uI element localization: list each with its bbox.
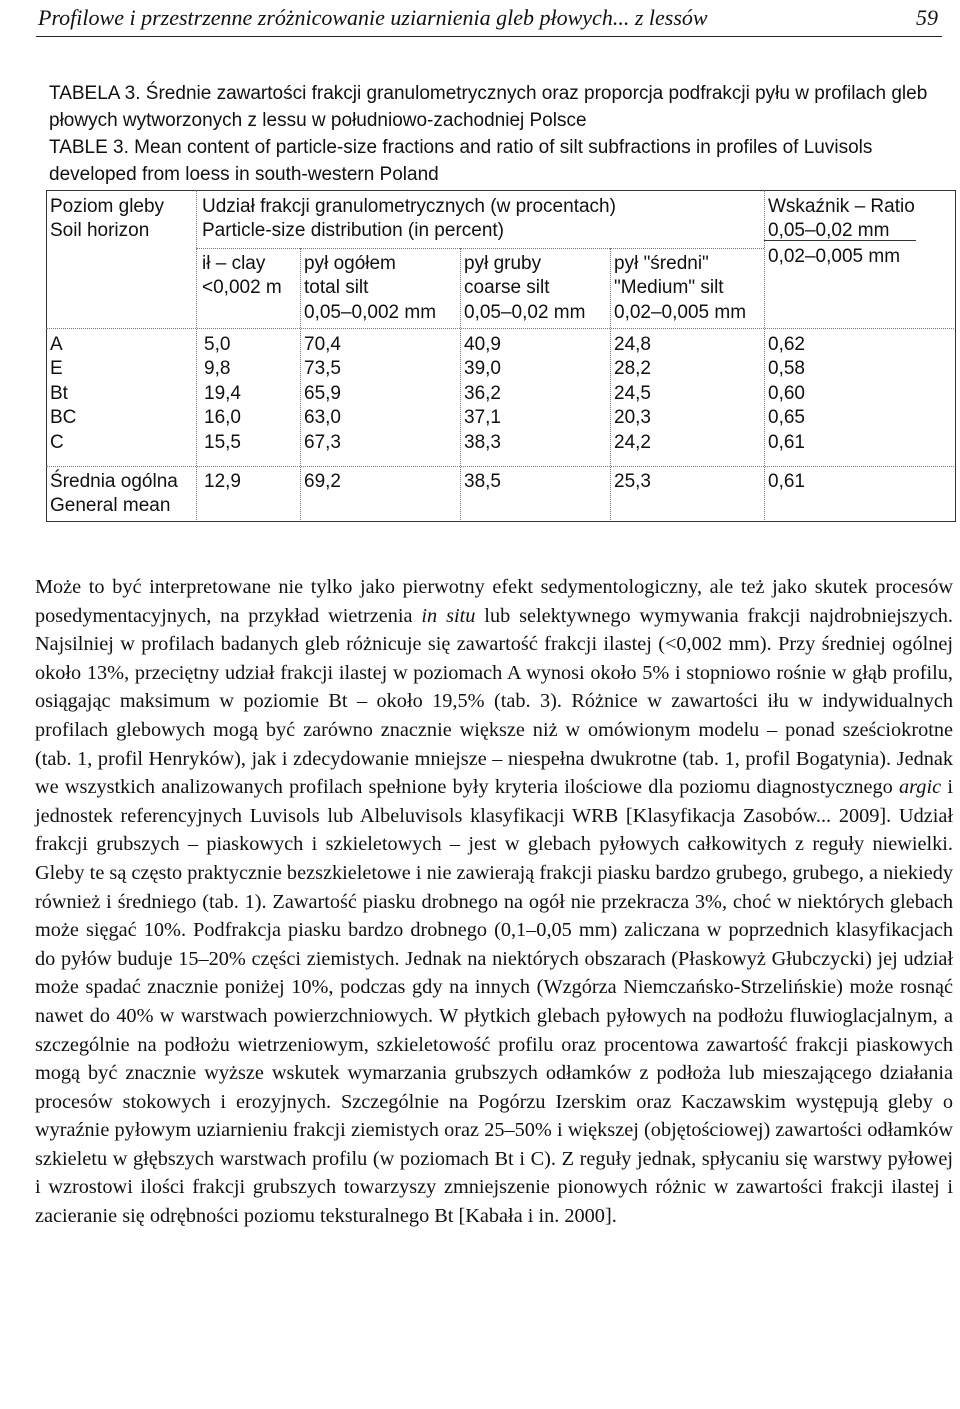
header-total-silt-pl: pył ogółem	[304, 253, 396, 274]
cell-horizon: C	[50, 432, 64, 453]
header-total-silt-en: total silt	[304, 277, 369, 298]
cell-ratio: 0,58	[768, 358, 805, 379]
header-distribution-pl: Udział frakcji granulometrycznych (w procentach)	[202, 196, 616, 217]
cell-medium-silt: 24,2	[614, 432, 651, 453]
header-clay-size: <0,002 m	[202, 277, 282, 298]
header-ratio-numerator: 0,05–0,02 mm	[768, 220, 890, 241]
header-horizon-en: Soil horizon	[50, 220, 150, 241]
cell-total-silt: 63,0	[304, 407, 341, 428]
mean-divider	[46, 466, 954, 467]
body-text-run: Może to być interpretowane nie tylko jako pierwotny efekt sedymentologiczny, ale też jako skutek procesów posedymentacyjnych, na przykład wietrzenia	[35, 576, 953, 627]
running-header	[38, 4, 938, 32]
data-table	[46, 190, 956, 522]
cell-ratio: 0,65	[768, 407, 805, 428]
body-text	[35, 573, 953, 1231]
header-horizon-pl: Poziom gleby	[50, 196, 165, 217]
running-header-title: Profilowe i przestrzenne zróżnicowanie uziarnienia gleb płowych... z lessów	[38, 5, 708, 30]
cell-ratio: 0,60	[768, 383, 805, 404]
page-number: 59	[916, 5, 938, 30]
table-caption-pl: TABELA 3. Średnie zawartości frakcji granulometrycznych oraz proporcja podfrakcji pyłu w profilach gleb płowych wytworzonych z lessu w południowo-zachodniej Polsce	[49, 83, 928, 131]
cell-coarse-silt: 40,9	[464, 334, 501, 355]
cell-horizon: General mean	[50, 495, 171, 516]
cell-clay: 19,4	[204, 383, 241, 404]
cell-ratio: 0,61	[768, 471, 805, 492]
cell-horizon: Średnia ogólna	[50, 471, 178, 492]
body-text-run: i jednostek referencyjnych Luvisols lub Albeluvisols klasyfikacji WRB [Klasyfikacja Zasobów... 2009]. Udział frakcji grubszych – piaskowych i szkieletowych – jest w glebach pyłowych całkowitych z reguły niewielki. Gleby te są często praktycznie bezszkieletowe i nie zawierają frakcji piasku bardzo grubego, grubego, a niekiedy również i średniego (tab. 1). Zawartość piasku drobnego na ogół nie przekracza 3%, choć w niektórych glebach może sięgać 10%. Podfrakcja piasku bardzo drobnego (0,1–0,05 mm) zaliczana w poprzednich klasyfikacjach do pyłów buduje 15–20% części ziemistych. Jednak na niektórych obszarach (Płaskowyż Głubczycki) jej udział może spadać znacznie poniżej 10%, podczas gdy na innych (Wzgórza Niemczańsko-Strzelińskie) może rosnąć nawet do 40% w warstwach powierzchniowych. W płytkich glebach pyłowych na podłożu fluwioglacjalnym, a szczególnie na podłożu wietrzeniowym, szkieletowość profilu oraz procentowa zawartość frakcji piaskowych mogą być znacznie wyższe wskutek wymarzania grubszych odłamków z podłoża lub mieszającego działania procesów stokowych i erozyjnych. Szczególnie na Pogórzu Izerskim oraz Kaczawskim występują gleby o wyraźnie pyłowym uziarnieniu frakcji ziemistych oraz 25–50% i większej (objętościowej) zawartości odłamków szkieletu w głębszych warstwach profilu (w poziomach Bt i C). Z reguły jednak, spłycaniu się warstwy pyłowej i wzrostowi ilości frakcji grubszych towarzyszy zmniejszenie pionowych różnic w zawartości frakcji ilastej i zacieranie się odrębności poziomu teksturalnego Bt [Kabała i in. 2000].	[35, 776, 953, 1228]
header-medium-silt-en: "Medium" silt	[614, 277, 724, 298]
italic-term: in situ	[421, 604, 476, 627]
cell-horizon: BC	[50, 407, 77, 428]
table-caption	[49, 80, 949, 188]
column-divider	[460, 248, 461, 520]
cell-total-silt: 65,9	[304, 383, 341, 404]
column-divider	[196, 190, 197, 520]
row-divider	[196, 248, 764, 249]
cell-clay: 15,5	[204, 432, 241, 453]
header-coarse-silt-en: coarse silt	[464, 277, 550, 298]
header-rule	[36, 36, 942, 37]
cell-medium-silt: 24,5	[614, 383, 651, 404]
header-clay-pl: ił – clay	[202, 253, 266, 274]
cell-clay: 9,8	[204, 358, 231, 379]
cell-horizon: A	[50, 334, 63, 355]
cell-total-silt: 73,5	[304, 358, 341, 379]
header-divider	[46, 328, 954, 329]
cell-horizon: E	[50, 358, 63, 379]
cell-horizon: Bt	[50, 383, 68, 404]
body-paragraph	[35, 573, 953, 1231]
italic-term: argic	[899, 776, 942, 799]
body-text-run: lub selektywnego wymywania frakcji najdrobniejszych. Najsilniej w profilach badanych gleb różnicuje się zawartość frakcji ilastej (<0,002 mm). Przy średniej ogólnej około 13%, przeciętny udział frakcji ilastej w poziomach A wynosi około 5% i stopniowo rośnie w głąb profilu, osiągając maksimum w poziomie Bt – około 19,5% (tab. 3). Różnice w zawartości iłu w indywidualnych profilach glebowych mogą być zarówno znacznie większe niż w omówionym modelu – ponad sześciokrotne (tab. 1, profil Henryków), jak i zdecydowanie mniejsze – niespełna dwukrotne (tab. 1, profil Bogatynia). Jednak we wszystkich analizowanych profilach spełnione były kryteria ilościowe dla poziomu diagnostycznego	[35, 604, 953, 799]
column-divider	[610, 248, 611, 520]
table-caption-en: TABLE 3. Mean content of particle-size fractions and ratio of silt subfractions in profiles of Luvisols developed from loess in south-western Poland	[49, 137, 873, 185]
header-medium-silt-pl: pył "średni"	[614, 253, 709, 274]
cell-clay: 16,0	[204, 407, 241, 428]
cell-total-silt: 69,2	[304, 471, 341, 492]
header-distribution-en: Particle-size distribution (in percent)	[202, 220, 505, 241]
header-medium-silt-size: 0,02–0,005 mm	[614, 302, 747, 323]
cell-medium-silt: 28,2	[614, 358, 651, 379]
cell-coarse-silt: 36,2	[464, 383, 501, 404]
cell-clay: 5,0	[204, 334, 231, 355]
cell-coarse-silt: 39,0	[464, 358, 501, 379]
cell-coarse-silt: 38,5	[464, 471, 501, 492]
header-coarse-silt-pl: pył gruby	[464, 253, 542, 274]
cell-ratio: 0,61	[768, 432, 805, 453]
header-ratio-denominator: 0,02–0,005 mm	[768, 246, 901, 267]
cell-medium-silt: 24,8	[614, 334, 651, 355]
header-total-silt-size: 0,05–0,002 mm	[304, 302, 437, 323]
cell-medium-silt: 20,3	[614, 407, 651, 428]
cell-total-silt: 70,4	[304, 334, 341, 355]
cell-coarse-silt: 37,1	[464, 407, 501, 428]
cell-medium-silt: 25,3	[614, 471, 651, 492]
cell-coarse-silt: 38,3	[464, 432, 501, 453]
cell-clay: 12,9	[204, 471, 241, 492]
cell-total-silt: 67,3	[304, 432, 341, 453]
header-coarse-silt-size: 0,05–0,02 mm	[464, 302, 586, 323]
column-divider	[300, 248, 301, 520]
header-ratio-title: Wskaźnik – Ratio	[768, 196, 915, 217]
cell-ratio: 0,62	[768, 334, 805, 355]
